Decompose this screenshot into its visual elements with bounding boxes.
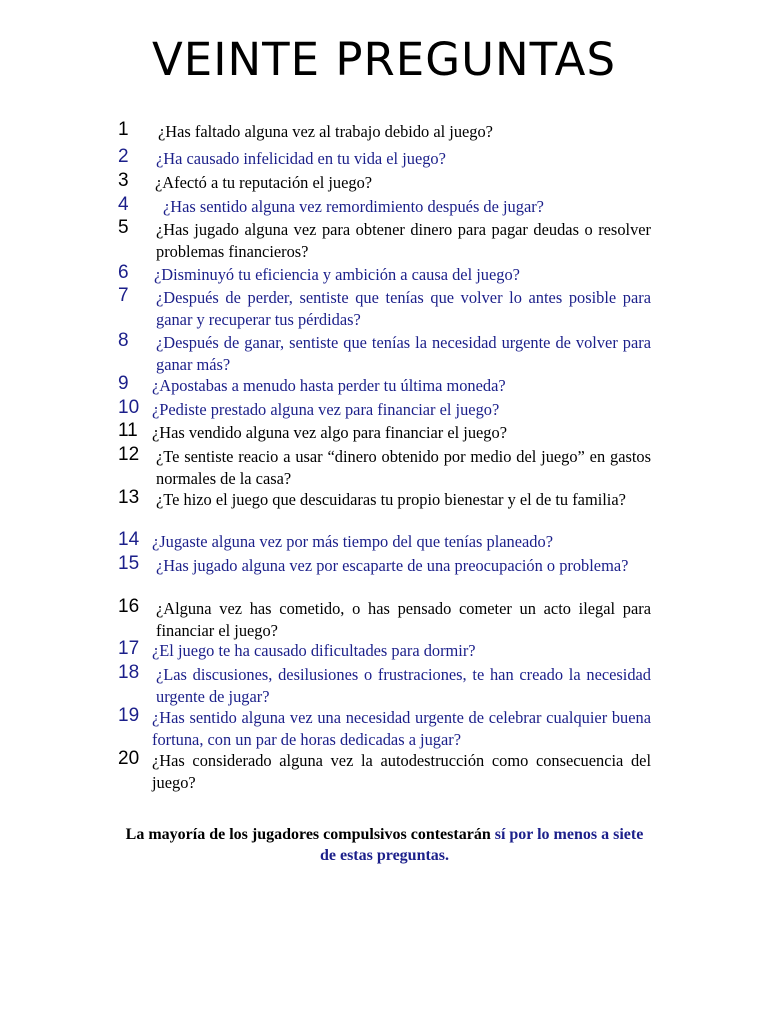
question-text: ¿Después de ganar, sentiste que tenías la necesidad urgente de volver para ganar más? — [156, 333, 651, 374]
question-item — [118, 446, 651, 489]
question-text: ¿Has sentido alguna vez remordimiento después de jugar? — [163, 197, 544, 216]
question-number: 11 — [118, 420, 138, 441]
question-number: 19 — [118, 705, 140, 726]
question-text: ¿Has jugado alguna vez por escaparte de una preocupación o problema? — [156, 556, 629, 575]
question-text: ¿Has faltado alguna vez al trabajo debido al juego? — [158, 122, 493, 141]
question-item — [118, 531, 651, 553]
question-text: ¿Después de perder, sentiste que tenías que volver lo antes posible para ganar y recuperar tus pérdidas? — [156, 288, 651, 329]
page-title: VEINTE PREGUNTAS — [151, 33, 617, 86]
question-number: 20 — [118, 748, 140, 769]
question-number: 6 — [118, 262, 129, 283]
question-text: ¿Disminuyó tu eficiencia y ambición a causa del juego? — [154, 265, 520, 284]
question-item — [118, 422, 651, 444]
question-item — [118, 707, 651, 750]
question-text: ¿El juego te ha causado dificultades para dormir? — [152, 641, 476, 660]
question-item — [118, 148, 651, 170]
question-text: ¿Ha causado infelicidad en tu vida el juego? — [156, 149, 446, 168]
question-number: 17 — [118, 638, 140, 659]
question-number: 1 — [118, 119, 129, 140]
question-number: 18 — [118, 662, 140, 683]
question-text: ¿Apostabas a menudo hasta perder tu última moneda? — [152, 376, 506, 395]
question-number: 9 — [118, 373, 129, 394]
question-text: ¿Jugaste alguna vez por más tiempo del que tenías planeado? — [152, 532, 553, 551]
question-text: ¿Has jugado alguna vez para obtener dinero para pagar deudas o resolver problemas financieros? — [156, 220, 651, 261]
question-item — [118, 598, 651, 641]
question-text: ¿Te hizo el juego que descuidaras tu propio bienestar y el de tu familia? — [156, 490, 626, 509]
question-number: 14 — [118, 529, 140, 550]
question-number: 4 — [118, 194, 129, 215]
question-item — [118, 172, 651, 194]
question-number: 13 — [118, 487, 140, 508]
question-text: ¿Las discusiones, desilusiones o frustraciones, te han creado la necesidad urgente de jugar? — [156, 665, 651, 706]
question-text: ¿Pediste prestado alguna vez para financiar el juego? — [152, 400, 500, 419]
question-text: ¿Alguna vez has cometido, o has pensado cometer un acto ilegal para financiar el juego? — [156, 599, 651, 640]
question-item — [118, 121, 651, 143]
question-number: 15 — [118, 553, 140, 574]
question-item — [118, 555, 651, 577]
question-item — [118, 375, 651, 397]
question-number: 16 — [118, 596, 140, 617]
footer-highlight: sí por lo menos a siete de estas preguntas. — [319, 826, 644, 864]
question-number: 2 — [118, 146, 129, 167]
question-number: 10 — [118, 397, 140, 418]
question-number: 8 — [118, 330, 129, 351]
question-text: ¿Te sentiste reacio a usar “dinero obtenido por medio del juego” en gastos normales de la casa? — [156, 447, 651, 488]
question-item — [118, 489, 651, 511]
question-item — [118, 219, 651, 262]
question-text: ¿Has sentido alguna vez una necesidad urgente de celebrar cualquier buena fortuna, con un par de horas dedicadas a jugar? — [152, 708, 651, 749]
question-item — [118, 196, 651, 218]
question-number: 5 — [118, 217, 129, 238]
question-item — [118, 664, 651, 707]
question-item — [118, 264, 651, 286]
question-text: ¿Has considerado alguna vez la autodestrucción como consecuencia del juego? — [152, 751, 651, 792]
question-text: ¿Has vendido alguna vez algo para financiar el juego? — [152, 423, 507, 442]
question-item — [118, 399, 651, 421]
question-number: 3 — [118, 170, 129, 191]
footer-text: La mayoría de los jugadores compulsivos contestarán — [125, 826, 495, 843]
question-item — [118, 640, 651, 662]
question-item — [118, 750, 651, 793]
question-text: ¿Afectó a tu reputación el juego? — [155, 173, 373, 192]
question-item — [118, 332, 651, 375]
footer-note — [118, 824, 651, 866]
question-number: 12 — [118, 444, 140, 465]
question-number: 7 — [118, 285, 129, 306]
question-item — [118, 287, 651, 330]
